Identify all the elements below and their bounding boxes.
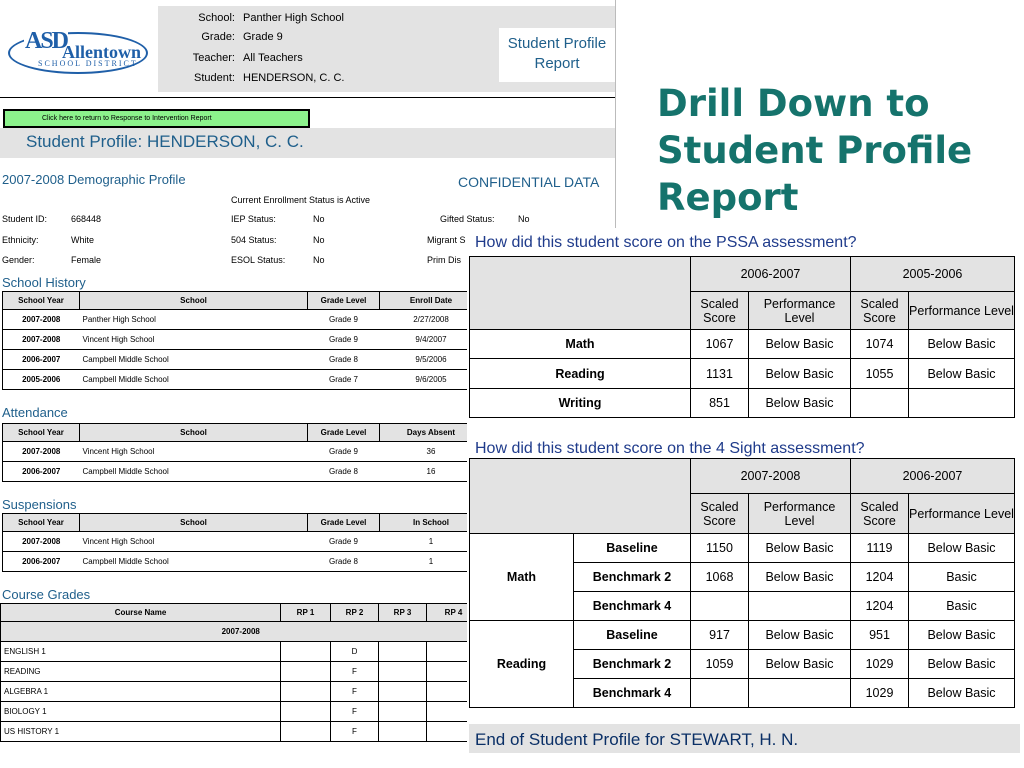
level-cell: Below Basic	[749, 359, 851, 389]
table-cell: F	[331, 702, 379, 722]
foursight-year1-header: 2007-2008	[691, 459, 851, 494]
pssa-question: How did this student score on the PSSA assessment?	[475, 234, 857, 251]
level-cell: Basic	[909, 563, 1015, 592]
table-cell: Vincent High School	[80, 532, 308, 552]
year-row	[1, 622, 481, 642]
district-logo	[0, 6, 158, 92]
table-row	[470, 621, 1015, 650]
year-cell: 2007-2008	[1, 622, 481, 642]
test-cell: Benchmark 4	[574, 679, 691, 708]
column-header: In School	[380, 514, 483, 532]
esol-label: ESOL Status:	[231, 255, 286, 265]
level-cell: Below Basic	[909, 330, 1015, 359]
attendance-title: Attendance	[2, 405, 68, 420]
column-header: Course Name	[1, 604, 281, 622]
column-header: School Year	[3, 514, 80, 532]
score-cell: 1074	[851, 330, 909, 359]
pssa-year2-header: 2005-2006	[851, 257, 1015, 292]
test-cell: Baseline	[574, 621, 691, 650]
school-value: Panther High School	[243, 12, 344, 24]
test-cell: Benchmark 2	[574, 650, 691, 679]
table-row	[3, 370, 483, 390]
score-cell: 1067	[691, 330, 749, 359]
foursight-year-row	[470, 459, 1015, 494]
subject-cell: Math	[470, 534, 574, 621]
test-cell: Benchmark 2	[574, 563, 691, 592]
table-cell: 9/6/2005	[380, 370, 483, 390]
table-cell: 2007-2008	[3, 310, 80, 330]
column-header: RP 3	[379, 604, 427, 622]
table-row	[1, 642, 481, 662]
table-cell: Campbell Middle School	[80, 552, 308, 572]
column-header: Grade Level	[308, 424, 380, 442]
table-row	[3, 350, 483, 370]
test-cell: Baseline	[574, 534, 691, 563]
score-cell: 1131	[691, 359, 749, 389]
level-cell: Below Basic	[749, 389, 851, 418]
slide-title-line2: Student Profile	[657, 129, 973, 172]
foursight-year2-header: 2006-2007	[851, 459, 1015, 494]
divider	[0, 97, 615, 98]
slide-title	[657, 80, 1017, 221]
level-cell: Basic	[909, 592, 1015, 621]
table-header-row	[3, 514, 483, 532]
subject-cell: Writing	[470, 389, 691, 418]
score-cell: 1119	[851, 534, 909, 563]
student-profile-heading: Student Profile: HENDERSON, C. C.	[26, 132, 304, 151]
table-row	[3, 462, 483, 482]
subject-cell: Reading	[470, 359, 691, 389]
foursight-question: How did this student score on the 4 Sight assessment?	[475, 440, 865, 457]
logo-name: Allentown	[62, 42, 142, 62]
table-cell	[281, 682, 331, 702]
score-cell: 1204	[851, 592, 909, 621]
gender-value: Female	[71, 255, 102, 265]
foursight-table	[469, 458, 1015, 708]
score-cell: 1059	[691, 650, 749, 679]
table-cell	[281, 702, 331, 722]
suspensions-table	[2, 513, 483, 572]
table-row	[1, 702, 481, 722]
table-cell: READING	[1, 662, 281, 682]
performance-level-header: Performance Level	[909, 494, 1015, 534]
table-cell: Campbell Middle School	[80, 350, 308, 370]
table-cell: Campbell Middle School	[80, 370, 308, 390]
table-cell: Grade 7	[308, 370, 380, 390]
table-row	[3, 330, 483, 350]
score-cell: 1204	[851, 563, 909, 592]
prim-dis-label: Prim Dis	[427, 255, 461, 265]
table-cell: Grade 8	[308, 552, 380, 572]
esol-value: No	[313, 255, 325, 265]
table-row	[3, 310, 483, 330]
table-cell: Grade 8	[308, 350, 380, 370]
logo-subtitle: SCHOOL DISTRICT	[38, 59, 138, 68]
s504-value: No	[313, 235, 325, 245]
level-cell: Below Basic	[749, 330, 851, 359]
course-grades-table	[0, 603, 481, 742]
table-row	[3, 532, 483, 552]
report-header	[0, 6, 615, 92]
level-cell: Below Basic	[749, 534, 851, 563]
table-cell: BIOLOGY 1	[1, 702, 281, 722]
table-cell	[379, 642, 427, 662]
level-cell: Below Basic	[749, 621, 851, 650]
score-cell: 917	[691, 621, 749, 650]
column-header: Enroll Date	[380, 292, 483, 310]
table-row	[1, 722, 481, 742]
migrant-label: Migrant S	[427, 235, 466, 245]
scaled-score-header: Scaled Score	[851, 494, 909, 534]
end-of-profile-text: End of Student Profile for STEWART, H. N.	[475, 730, 799, 749]
report-title-box	[499, 28, 615, 82]
table-cell	[379, 682, 427, 702]
table-cell: Grade 9	[308, 310, 380, 330]
enrollment-status: Current Enrollment Status is Active	[231, 195, 371, 205]
scaled-score-header: Scaled Score	[691, 494, 749, 534]
table-cell: 2/27/2008	[380, 310, 483, 330]
score-cell: 1068	[691, 563, 749, 592]
column-header: Grade Level	[308, 292, 380, 310]
table-row	[3, 442, 483, 462]
ethnicity-label: Ethnicity:	[2, 235, 39, 245]
level-cell: Below Basic	[909, 650, 1015, 679]
iep-value: No	[313, 214, 325, 224]
table-cell: F	[331, 662, 379, 682]
school-history-table	[2, 291, 483, 390]
grade-value: Grade 9	[243, 31, 283, 43]
column-header: RP 2	[331, 604, 379, 622]
table-cell	[281, 642, 331, 662]
table-cell: 2007-2008	[3, 442, 80, 462]
score-cell	[851, 389, 909, 418]
pssa-year-row	[470, 257, 1015, 292]
table-cell: 36	[380, 442, 483, 462]
table-cell: F	[331, 722, 379, 742]
level-cell: Below Basic	[909, 679, 1015, 708]
table-cell: Campbell Middle School	[80, 462, 308, 482]
table-cell	[379, 702, 427, 722]
table-cell: 2006-2007	[3, 462, 80, 482]
table-row	[470, 359, 1015, 389]
level-cell	[749, 592, 851, 621]
pssa-year1-header: 2006-2007	[691, 257, 851, 292]
table-cell: 2007-2008	[3, 532, 80, 552]
table-cell: 16	[380, 462, 483, 482]
column-header: Days Absent	[380, 424, 483, 442]
report-title-line1: Student Profile	[507, 35, 607, 52]
scaled-score-header: Scaled Score	[851, 292, 909, 330]
score-cell: 851	[691, 389, 749, 418]
scaled-score-header: Scaled Score	[691, 292, 749, 330]
score-cell: 1029	[851, 679, 909, 708]
score-cell: 951	[851, 621, 909, 650]
table-cell: 9/5/2006	[380, 350, 483, 370]
table-cell	[281, 722, 331, 742]
table-row	[470, 330, 1015, 359]
table-cell	[379, 722, 427, 742]
table-cell: US HISTORY 1	[1, 722, 281, 742]
table-cell: F	[331, 682, 379, 702]
subject-cell: Math	[470, 330, 691, 359]
level-cell: Below Basic	[909, 621, 1015, 650]
column-header: School Year	[3, 424, 80, 442]
school-label: School:	[198, 12, 235, 24]
ethnicity-value: White	[71, 235, 95, 245]
table-cell: 2007-2008	[3, 330, 80, 350]
table-cell: Vincent High School	[80, 442, 308, 462]
course-grades-title: Course Grades	[2, 587, 91, 602]
table-header-row	[1, 604, 481, 622]
s504-label: 504 Status:	[231, 235, 277, 245]
table-row	[470, 389, 1015, 418]
student-value: HENDERSON, C. C.	[243, 72, 345, 84]
table-cell: 2006-2007	[3, 552, 80, 572]
level-cell: Below Basic	[749, 650, 851, 679]
column-header: Grade Level	[308, 514, 380, 532]
table-row	[1, 662, 481, 682]
level-cell: Below Basic	[909, 534, 1015, 563]
subject-cell: Reading	[470, 621, 574, 708]
return-to-rti-button[interactable]: Click here to return to Response to Intervention Report	[3, 109, 310, 128]
table-cell: Grade 8	[308, 462, 380, 482]
table-cell: Panther High School	[80, 310, 308, 330]
table-cell: 1	[380, 552, 483, 572]
blank-header-cell	[470, 459, 691, 534]
gender-label: Gender:	[2, 255, 35, 265]
score-cell	[691, 679, 749, 708]
table-cell: ENGLISH 1	[1, 642, 281, 662]
demographic-title: 2007-2008 Demographic Profile	[2, 172, 186, 187]
table-cell: 1	[380, 532, 483, 552]
gifted-label: Gifted Status:	[440, 214, 495, 224]
report-title-line2: Report	[534, 55, 580, 72]
table-cell: Vincent High School	[80, 330, 308, 350]
column-header: School	[80, 514, 308, 532]
level-cell	[909, 389, 1015, 418]
column-header: School	[80, 292, 308, 310]
level-cell	[749, 679, 851, 708]
slide-title-line3: Report	[657, 176, 799, 219]
logo-brand: ASD	[25, 28, 68, 54]
gifted-value: No	[518, 214, 530, 224]
table-cell	[281, 662, 331, 682]
performance-level-header: Performance Level	[909, 292, 1015, 330]
score-cell: 1150	[691, 534, 749, 563]
grade-label: Grade:	[201, 31, 235, 43]
school-history-title: School History	[2, 275, 86, 290]
column-header: School	[80, 424, 308, 442]
score-cell	[691, 592, 749, 621]
table-row	[3, 552, 483, 572]
teacher-label: Teacher:	[192, 52, 235, 64]
confidential-label: CONFIDENTIAL DATA	[458, 174, 600, 190]
column-header: RP 1	[281, 604, 331, 622]
level-cell: Below Basic	[749, 563, 851, 592]
column-header: School Year	[3, 292, 80, 310]
score-cell: 1029	[851, 650, 909, 679]
level-cell: Below Basic	[909, 359, 1015, 389]
table-cell: Grade 9	[308, 532, 380, 552]
table-cell: 2005-2006	[3, 370, 80, 390]
student-id-value: 668448	[71, 214, 102, 224]
table-cell: Grade 9	[308, 330, 380, 350]
column-header: RP 4	[427, 604, 481, 622]
table-cell: 9/4/2007	[380, 330, 483, 350]
table-header-row	[3, 292, 483, 310]
performance-level-header: Performance Level	[749, 292, 851, 330]
table-cell: ALGEBRA 1	[1, 682, 281, 702]
pssa-table	[469, 256, 1015, 418]
table-row	[470, 534, 1015, 563]
student-label: Student:	[194, 72, 235, 84]
teacher-value: All Teachers	[243, 52, 303, 64]
table-header-row	[3, 424, 483, 442]
suspensions-title: Suspensions	[2, 497, 77, 512]
table-cell: 2006-2007	[3, 350, 80, 370]
table-cell: Grade 9	[308, 442, 380, 462]
table-cell	[379, 662, 427, 682]
table-cell: D	[331, 642, 379, 662]
slide-title-line1: Drill Down to	[657, 82, 930, 125]
attendance-table	[2, 423, 483, 482]
student-id-label: Student ID:	[2, 214, 48, 224]
blank-header-cell	[470, 257, 691, 330]
performance-level-header: Performance Level	[749, 494, 851, 534]
iep-label: IEP Status:	[231, 214, 276, 224]
score-cell: 1055	[851, 359, 909, 389]
table-row	[1, 682, 481, 702]
test-cell: Benchmark 4	[574, 592, 691, 621]
